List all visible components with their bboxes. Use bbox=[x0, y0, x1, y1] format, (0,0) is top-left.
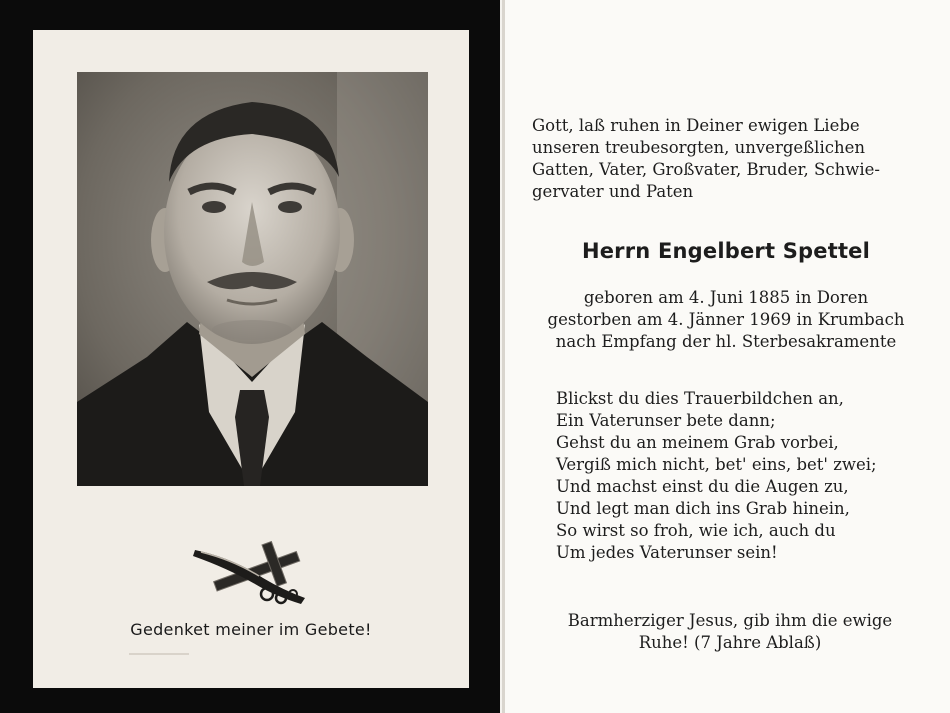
poem-line: Ein Vaterunser bete dann; bbox=[556, 411, 776, 430]
poem-line: Blickst du dies Trauerbildchen an, bbox=[556, 389, 844, 408]
closing-prayer bbox=[540, 610, 920, 654]
paper-mark bbox=[129, 653, 189, 655]
poem-line: Gehst du an meinem Grab vorbei, bbox=[556, 433, 839, 452]
life-dates bbox=[502, 287, 950, 353]
intro-line: gervater und Paten bbox=[532, 182, 694, 201]
poem-line: Und legt man dich ins Grab hinein, bbox=[556, 499, 850, 518]
closing-line: Barmherziger Jesus, gib ihm die ewige bbox=[567, 611, 893, 630]
date-line: geboren am 4. Juni 1885 in Doren bbox=[583, 288, 869, 307]
card-front-paper bbox=[33, 30, 469, 688]
deceased-name: Herrn Engelbert Spettel bbox=[581, 239, 871, 263]
intro-line: Gott, laß ruhen in Deiner ewigen Liebe bbox=[532, 116, 860, 135]
poem-line: Vergiß mich nicht, bet' eins, bet' zwei; bbox=[556, 455, 877, 474]
poem-line: So wirst so froh, wie ich, auch du bbox=[556, 521, 836, 540]
date-line: nach Empfang der hl. Sterbesakramente bbox=[555, 332, 897, 351]
poem-line: Um jedes Vaterunser sein! bbox=[556, 543, 778, 562]
intro-line: unseren treubesorgten, unvergeßlichen bbox=[532, 138, 865, 157]
memorial-card-text-page bbox=[502, 0, 950, 713]
closing-line: Ruhe! (7 Jahre Ablaß) bbox=[638, 633, 822, 652]
portrait-photo bbox=[77, 72, 428, 486]
intro-line: Gatten, Vater, Großvater, Bruder, Schwie- bbox=[532, 160, 880, 179]
date-line: gestorben am 4. Jänner 1969 in Krumbach bbox=[547, 310, 905, 329]
prayer-caption: Gedenket meiner im Gebete! bbox=[130, 620, 372, 639]
memorial-poem bbox=[556, 388, 936, 564]
cross-and-sword-emblem bbox=[193, 538, 311, 608]
page-fold-edge bbox=[502, 0, 505, 713]
poem-line: Und machst einst du die Augen zu, bbox=[556, 477, 849, 496]
intro-prayer bbox=[532, 115, 932, 203]
